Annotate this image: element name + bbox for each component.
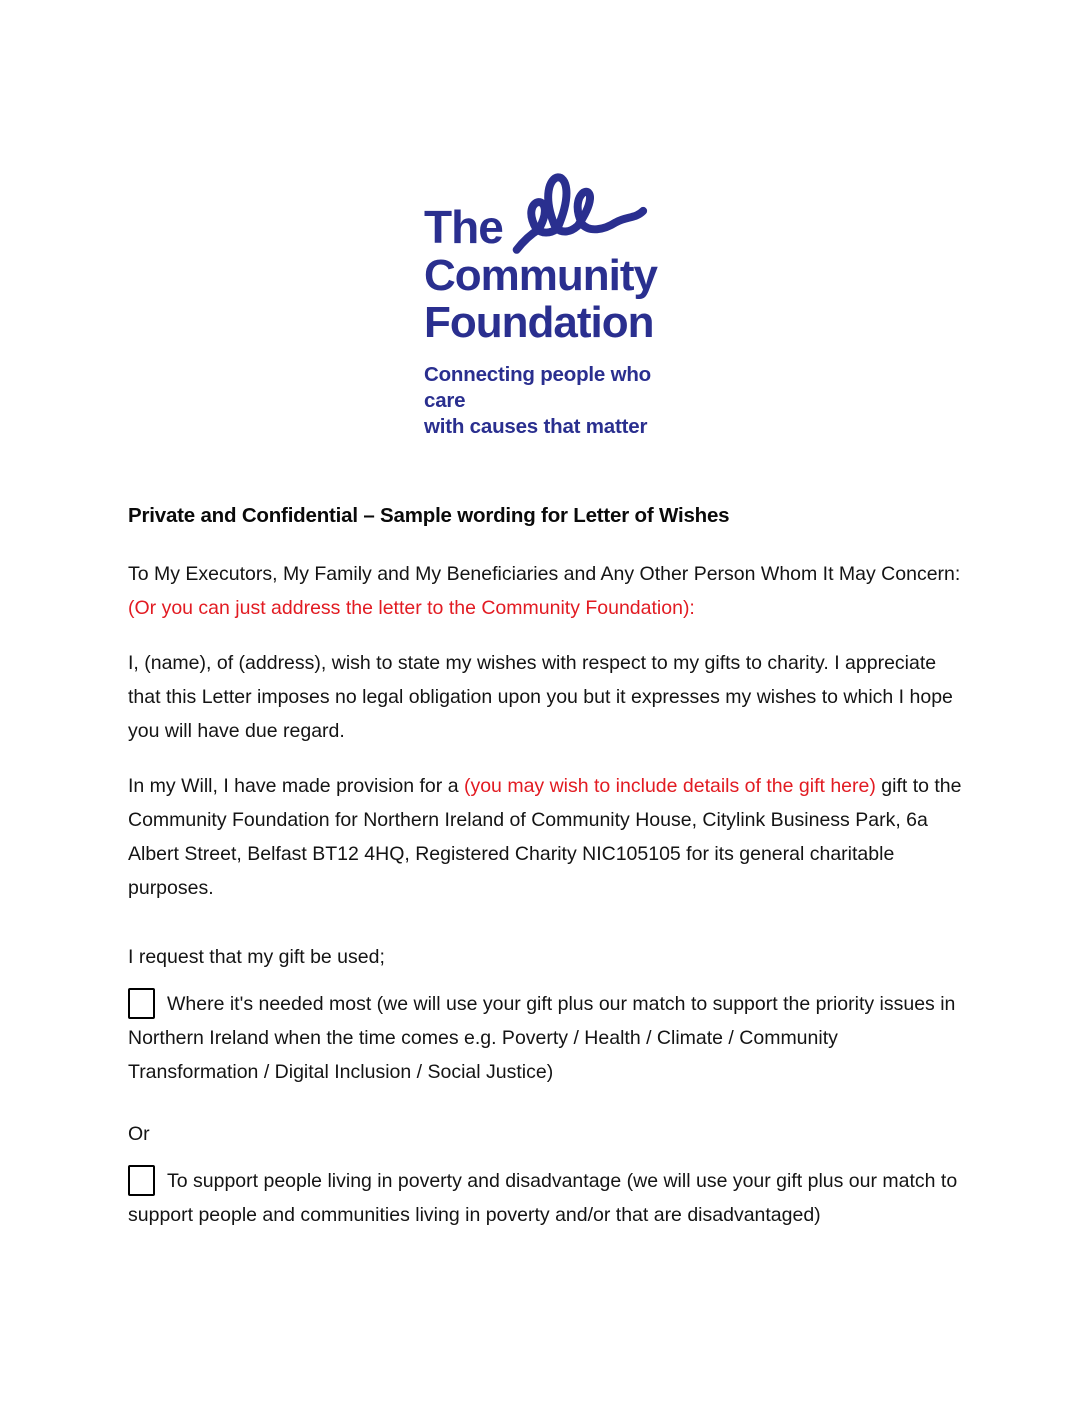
logo-word-the: The — [424, 201, 503, 253]
letter-body — [128, 499, 972, 1232]
letter-title: Private and Confidential – Sample wording for Letter of Wishes — [128, 504, 730, 527]
logo-tagline-line2: with causes that matter — [424, 415, 648, 438]
gift-option-needed-most-label: Where it's needed most (we will use your gift plus our match to support the priority issues in Northern Ireland when the time comes e.g. Poverty / Health / Climate / Community Transformation / Digital Inclusion / Social Justice) — [128, 993, 956, 1083]
provision-text-before: In my Will, I have made provision for a — [128, 775, 464, 797]
gift-option-poverty-checkbox[interactable] — [128, 1165, 155, 1196]
gift-option-poverty — [128, 1164, 972, 1232]
community-foundation-logo — [424, 164, 684, 440]
logo-top-row — [424, 164, 684, 252]
logo-tagline — [424, 362, 684, 440]
salutation-note-red: (Or you can just address the letter to the Community Foundation): — [128, 597, 695, 619]
provision-note-red: (you may wish to include details of the gift here) — [463, 775, 876, 797]
salutation-text: To My Executors, My Family and My Beneficiaries and Any Other Person Whom It May Concern: — [128, 563, 961, 585]
request-line: I request that my gift be used; — [128, 946, 385, 968]
gift-option-needed-most-checkbox[interactable] — [128, 988, 155, 1019]
salutation-paragraph — [128, 557, 972, 625]
intro-paragraph: I, (name), of (address), wish to state my wishes with respect to my gifts to charity. I appreciate that this Letter imposes no legal obligation upon you but it expresses my wishes to which I hope you will have due regard. — [128, 652, 953, 742]
provision-paragraph — [128, 769, 972, 905]
provision-text-after: gift to the Community Foundation for Northern Ireland of Community House, Citylink Business Park, 6a Albert Street, Belfast BT12 4HQ, Registered Charity NIC105105 for its general charitable purposes. — [128, 775, 962, 899]
or-separator: Or — [128, 1123, 150, 1145]
gift-option-needed-most — [128, 987, 972, 1089]
gift-option-poverty-label: To support people living in poverty and disadvantage (we will use your gift plus our match to support people and communities living in poverty and/or that are disadvantaged) — [128, 1170, 958, 1226]
logo-tagline-line1: Connecting people who care — [424, 363, 651, 412]
logo-word-community: Community — [424, 251, 657, 300]
loop-scribble-icon — [507, 164, 659, 256]
logo-word-foundation: Foundation — [424, 298, 654, 347]
